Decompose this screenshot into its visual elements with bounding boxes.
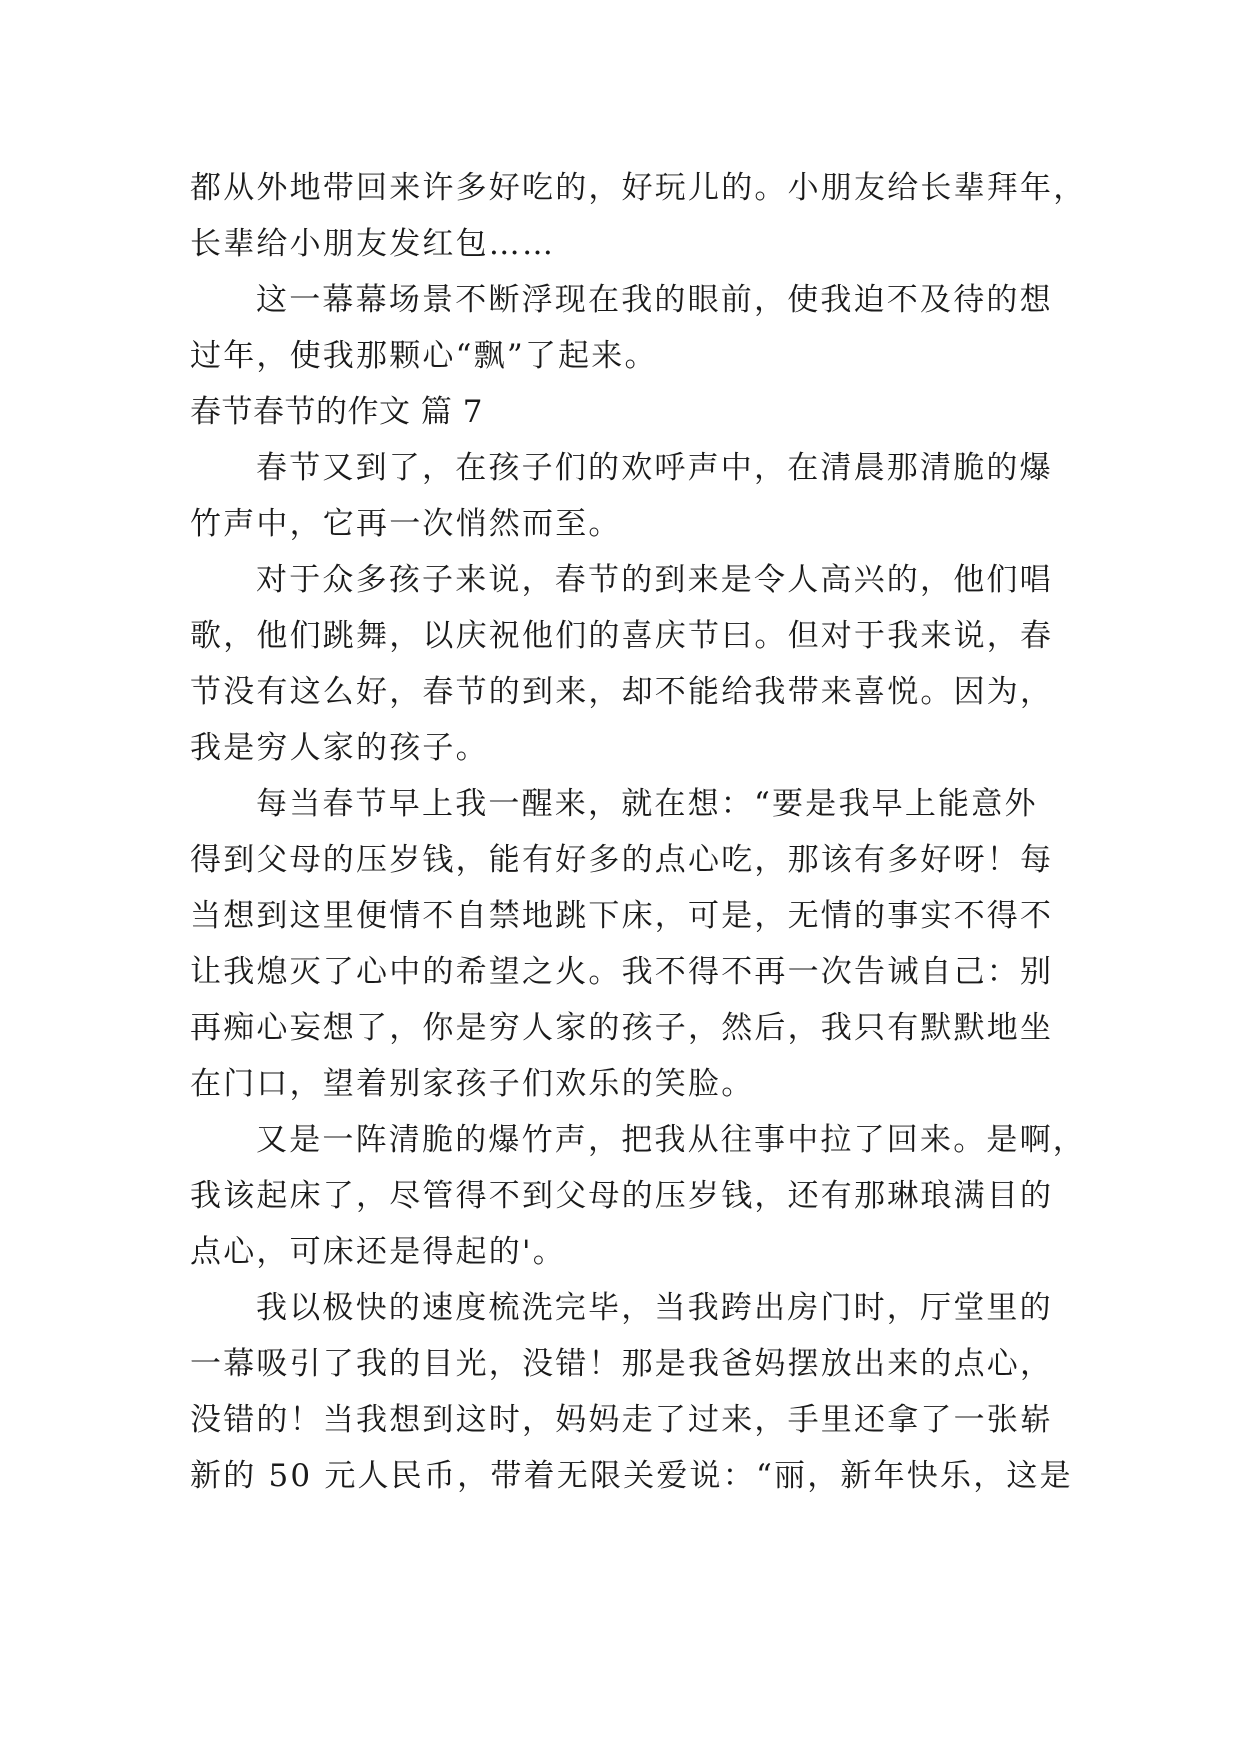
text-line: 在门口，望着别家孩子们欢乐的笑脸。 xyxy=(190,1066,755,1102)
section-heading: 春节春节的作文 篇 7 xyxy=(190,394,483,430)
text-line: 点心，可床还是得起的'。 xyxy=(190,1234,566,1270)
paragraph-first-line: 每当春节早上我一醒来，就在想：“要是我早上能意外 xyxy=(256,786,1038,822)
text-line: 得到父母的压岁钱，能有好多的点心吃，那该有多好呀！每 xyxy=(190,842,1054,878)
text-line: 都从外地带回来许多好吃的，好玩儿的。小朋友给长辈拜年， xyxy=(190,170,1087,206)
text-line: 节没有这么好，春节的到来，却不能给我带来喜悦。因为， xyxy=(190,674,1054,710)
text-line: 我是穷人家的孩子。 xyxy=(190,730,489,766)
text-line: 让我熄灭了心中的希望之火。我不得不再一次告诫自己：别 xyxy=(190,954,1054,990)
paragraph-first-line: 春节又到了，在孩子们的欢呼声中，在清晨那清脆的爆 xyxy=(256,450,1053,486)
text-line: 过年，使我那颗心“飘”了起来。 xyxy=(190,338,658,374)
text-line: 一幕吸引了我的目光，没错！那是我爸妈摆放出来的点心， xyxy=(190,1346,1054,1382)
text-line: 当想到这里便情不自禁地跳下床，可是，无情的事实不得不 xyxy=(190,898,1054,934)
document-body xyxy=(190,160,1087,1504)
paragraph-first-line: 对于众多孩子来说，春节的到来是令人高兴的，他们唱 xyxy=(256,562,1053,598)
paragraph-first-line: 这一幕幕场景不断浮现在我的眼前，使我迫不及待的想 xyxy=(256,282,1053,318)
paragraph-first-line: 又是一阵清脆的爆竹声，把我从往事中拉了回来。是啊， xyxy=(256,1122,1086,1158)
text-line: 竹声中，它再一次悄然而至。 xyxy=(190,506,622,542)
text-line: 再痴心妄想了，你是穷人家的孩子，然后，我只有默默地坐 xyxy=(190,1010,1054,1046)
text-line: 歌，他们跳舞，以庆祝他们的喜庆节曰。但对于我来说，春 xyxy=(190,618,1054,654)
paragraph-first-line: 我以极快的速度梳洗完毕，当我跨出房门时，厅堂里的 xyxy=(256,1290,1053,1326)
text-line: 没错的！当我想到这时，妈妈走了过来，手里还拿了一张崭 xyxy=(190,1402,1054,1438)
text-line: 长辈给小朋友发红包…… xyxy=(190,226,556,262)
text-line: 新的 50 元人民币，带着无限关爱说：“丽，新年快乐，这是 xyxy=(190,1458,1073,1494)
text-line: 我该起床了，尽管得不到父母的压岁钱，还有那琳琅满目的 xyxy=(190,1178,1054,1214)
